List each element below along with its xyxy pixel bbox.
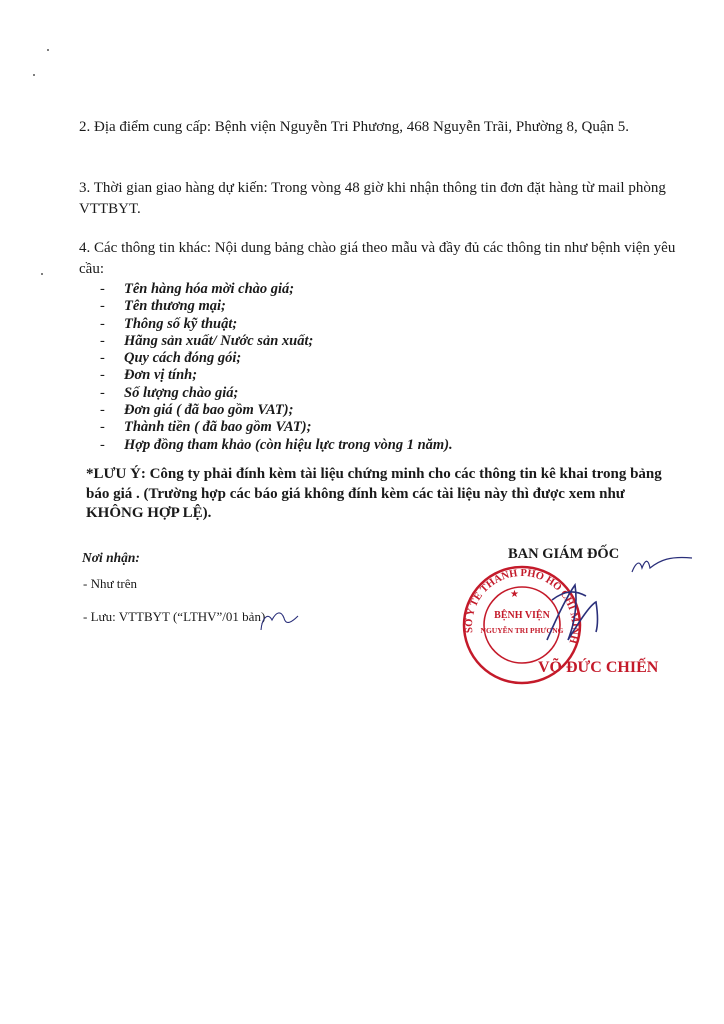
requirement-text: Quy cách đóng gói; — [124, 350, 242, 367]
requirement-text: Hãng sản xuất/ Nước sản xuất; — [124, 332, 314, 349]
delivery-time-paragraph: 3. Thời gian giao hàng dự kiến: Trong vòng 48 giờ khi nhận thông tin đơn đặt hàng từ mail phòng VTTBYT. — [79, 180, 666, 217]
list-dash: - — [100, 350, 105, 367]
list-dash: - — [100, 315, 105, 332]
requirement-text: Số lượng chào giá; — [124, 384, 239, 401]
requirement-text: Đơn vị tính; — [124, 367, 198, 384]
other-info-paragraph: 4. Các thông tin khác: Nội dung bảng chào giá theo mẫu và đầy đủ các thông tin như bệnh viện yêu cầu: — [79, 240, 676, 277]
staff-initial-mark — [261, 613, 298, 630]
requirement-text: Thành tiền ( đã bao gồm VAT); — [124, 419, 312, 436]
stamp-inner-line1: BỆNH VIỆN — [494, 610, 550, 621]
signer-name: VÕ ĐỨC CHIẾN — [538, 659, 659, 676]
list-dash: - — [100, 332, 105, 349]
recipients-title: Nơi nhận: — [82, 550, 140, 565]
stamp-inner-line2: NGUYỄN TRI PHƯƠNG — [480, 626, 564, 635]
requirement-text: Đơn giá ( đã bao gồm VAT); — [124, 402, 294, 419]
recipient-item: - Lưu: VTTBYT (“LTHV”/01 bản) — [83, 609, 266, 624]
requirement-text: Thông số kỹ thuật; — [124, 315, 238, 332]
note-paragraph: *LƯU Ý: Công ty phải đính kèm tài liệu chứng minh cho các thông tin kê khai trong bảng báo giá . (Trường hợp các báo giá không đính kèm các tài liệu này thì được xem như KHÔNG HỢP LỆ). — [86, 466, 662, 521]
board-initial-mark — [632, 557, 692, 572]
board-of-directors-label: BAN GIÁM ĐỐC — [508, 546, 620, 562]
requirement-text: Tên thương mại; — [124, 298, 226, 315]
list-dash: - — [100, 367, 105, 384]
svg-text:★: ★ — [510, 589, 519, 600]
requirement-text: Tên hàng hóa mời chào giá; — [124, 281, 295, 297]
stamp-outer-text: SỞ Y TẾ THÀNH PHỐ HỒ CHÍ MINH — [463, 567, 581, 645]
requirement-text: Hợp đồng tham khảo (còn hiệu lực trong vòng 1 năm). — [124, 436, 453, 453]
list-dash: - — [100, 384, 105, 401]
list-dash: - — [100, 419, 105, 436]
list-dash: - — [100, 436, 105, 453]
list-dash: - — [100, 281, 105, 297]
list-dash: - — [100, 298, 105, 315]
list-dash: - — [100, 402, 105, 419]
delivery-place-paragraph: 2. Địa điểm cung cấp: Bệnh viện Nguyễn Tri Phương, 468 Nguyễn Trãi, Phường 8, Quận 5. — [79, 119, 630, 135]
recipient-item: - Như trên — [83, 576, 137, 591]
